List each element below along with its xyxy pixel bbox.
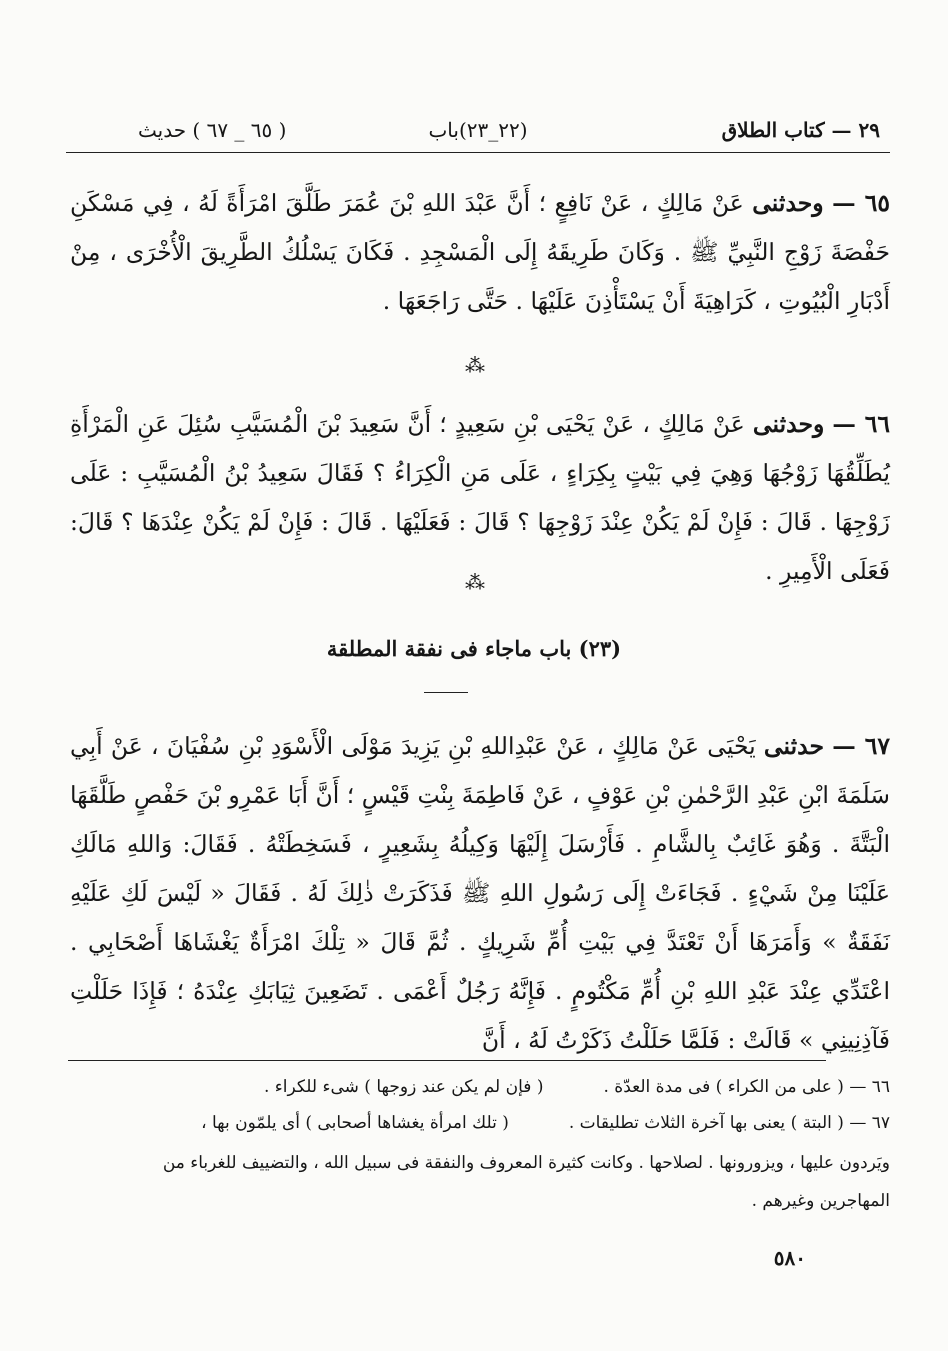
chapter-rule: [424, 692, 468, 693]
hadith-keyword: حدثنى: [763, 732, 825, 760]
footnote-text: ( تلك امرأة يغشاها أصحابى ) أى يلمّون بها ،: [201, 1113, 509, 1133]
footnote-text: ٦٦ — ( على من الكراء ) فى مدة العدّة .: [603, 1077, 890, 1097]
header-rule: [66, 152, 890, 153]
footnote-66: [70, 1072, 890, 1103]
separator-stars: ⁂: [465, 353, 483, 377]
page-number: ٥٨٠: [773, 1246, 806, 1270]
hadith-number: ٦٦ —: [832, 410, 890, 438]
header-section: (٢٢_٢٣)باب: [428, 118, 528, 142]
hadith-67: [70, 722, 890, 1065]
hadith-65: [70, 179, 890, 326]
header-hadith-range: ( ٦٥ _ ٦٧ ) حديث: [138, 118, 287, 142]
footnote-text: ( فإن لم يكن عند زوجها ) شىء للكراء .: [263, 1077, 544, 1097]
hadith-text: عَنْ مَالِكٍ ، عَنْ نَافِعٍ ؛ أَنَّ عَبْدَ اللهِ بْنَ عُمَرَ طَلَّقَ امْرَأَةً لَهُ ، فِي مَسْكَنِ حَفْصَةَ زَوْجِ النَّبِيِّ ﷺ . وَكَانَ طَرِيقَهُ إِلَى الْمَسْجِدِ . فَكَانَ يَسْلُكُ الطَّرِيقَ الْأُخْرَى ، مِنْ أَدْبَارِ الْبُيُوتِ ، كَرَاهِيَةَ أَنْ يَسْتَأْذِنَ عَلَيْهَا . حَتَّى رَاجَعَهَا .: [70, 189, 890, 315]
hadith-text: يَحْيَى عَنْ مَالِكٍ ، عَنْ عَبْدِاللهِ بْنِ يَزِيدَ مَوْلَى الْأَسْوَدِ بْنِ سُفْيَانَ ، عَنْ أَبِي سَلَمَةَ ابْنِ عَبْدِ الرَّحْمٰنِ بْنِ عَوْفٍ ، عَنْ فَاطِمَةَ بِنْتِ قَيْسٍ ؛ أَنَّ أَبَا عَمْرِو بْنَ حَفْصٍ طَلَّقَهَا الْبَتَّةَ . وَهُوَ غَائِبٌ بِالشَّامِ . فَأَرْسَلَ إِلَيْهَا وَكِيلُهُ بِشَعِيرٍ ، فَسَخِطَتْهُ . فَقَالَ: وَاللهِ مَالَكِ عَلَيْنَا مِنْ شَيْءٍ . فَجَاءَتْ إِلَى رَسُولِ اللهِ ﷺ فَذَكَرَتْ ذٰلِكَ لَهُ . فَقَالَ « لَيْسَ لَكِ عَلَيْهِ نَفَقَةٌ » وَأَمَرَهَا أَنْ تَعْتَدَّ فِي بَيْتِ أُمِّ شَرِيكٍ . ثُمَّ قَالَ « تِلْكَ امْرَأَةٌ يَغْشَاهَا أَصْحَابِي . اعْتَدِّي عِنْدَ عَبْدِ اللهِ بْنِ أُمِّ مَكْتُومٍ . فَإِنَّهُ رَجُلٌ أَعْمَى . تَضَعِينَ ثِيَابَكِ عِنْدَهُ ؛ فَإِذَا حَلَلْتِ فَآذِنِينِي » قَالَتْ : فَلَمَّا حَلَلْتُ ذَكَرْتُ لَهُ ، أَنَّ: [70, 732, 890, 1054]
footnote-text: المهاجرين وغيرهم .: [751, 1191, 890, 1211]
hadith-text: عَنْ مَالِكٍ ، عَنْ يَحْيَى بْنِ سَعِيدٍ ؛ أَنَّ سَعِيدَ بْنَ الْمُسَيَّبِ سُئِلَ عَنِ الْمَرْأَةِ يُطَلِّقُهَا زَوْجُهَا وَهِيَ فِي بَيْتٍ بِكِرَاءٍ ، عَلَى مَنِ الْكِرَاءُ ؟ فَقَالَ سَعِيدُ بْنُ الْمُسَيَّبِ : عَلَى زَوْجِهَا . قَالَ : فَإِنْ لَمْ يَكُنْ عِنْدَ زَوْجِهَا ؟ قَالَ : فَعَلَيْهَا . قَالَ : فَإِنْ لَمْ يَكُنْ عِنْدَهَا ؟ قَالَ: فَعَلَى الْأَمِيرِ .: [70, 410, 890, 585]
hadith-number: ٦٥ —: [832, 189, 890, 217]
footnote-rule: [68, 1060, 826, 1061]
hadith-number: ٦٧ —: [832, 732, 890, 760]
footnote-67-continued: [70, 1148, 890, 1179]
footnote-text: ويَردون عليها ، ويزورونها . لصلاحها . وكانت كثيرة المعروف والنفقة فى سبيل الله ، والتضييف للغرباء من: [162, 1153, 890, 1173]
hadith-keyword: وحدثنى: [752, 410, 825, 438]
hadith-keyword: وحدثنى: [752, 189, 824, 217]
footnote-67-end: [70, 1186, 890, 1217]
header-chapter: ٢٩ — كتاب الطلاق: [721, 118, 880, 142]
separator-stars: ⁂: [465, 570, 483, 594]
running-header: [68, 112, 888, 148]
chapter-title: (٢٣) باب ماجاء فى نفقة المطلقة: [326, 636, 622, 661]
footnote-text: ٦٧ — ( البتة ) يعنى بها آخرة الثلاث تطليقات .: [568, 1113, 890, 1133]
footnote-67: [70, 1108, 890, 1139]
hadith-66: [70, 400, 890, 596]
